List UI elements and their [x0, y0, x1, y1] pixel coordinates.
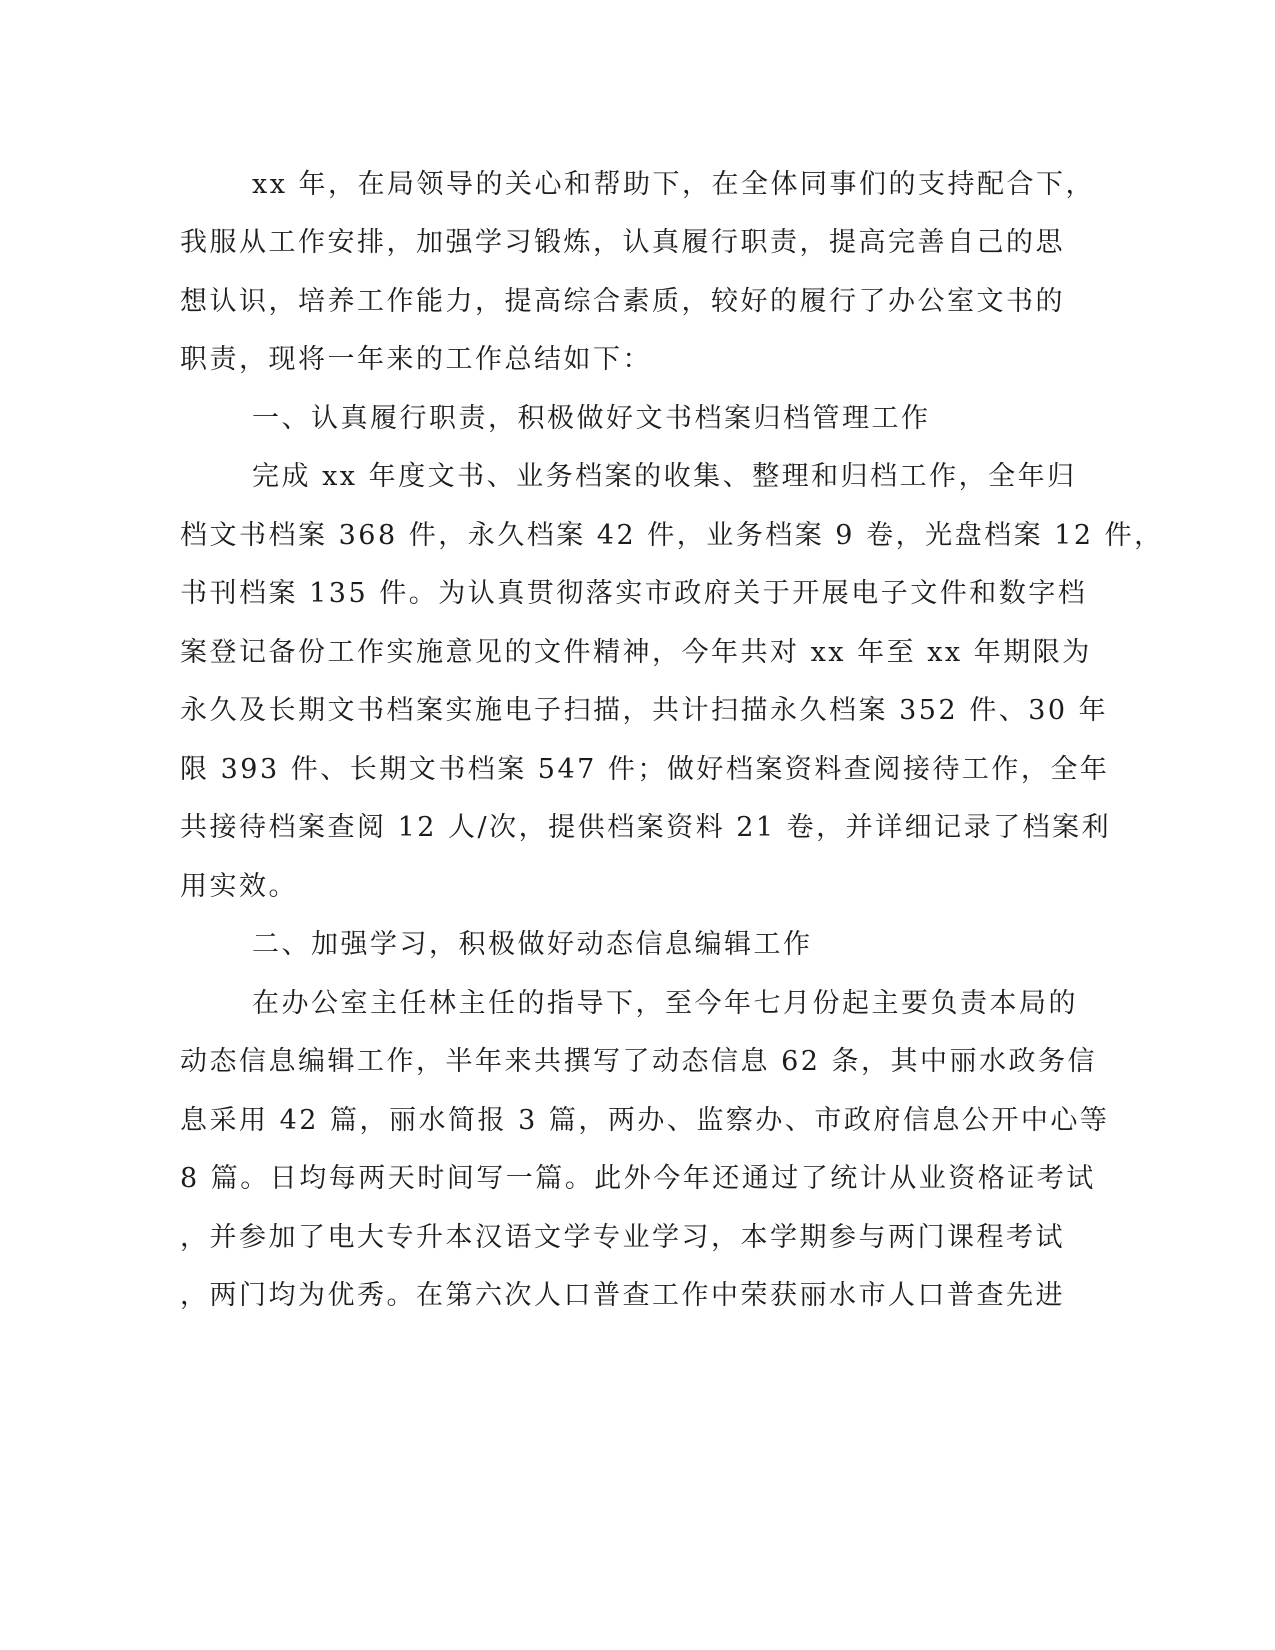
- paragraph-line: 在办公室主任林主任的指导下，至今年七月份起主要负责本局的: [252, 988, 1078, 1019]
- section-heading: 一、认真履行职责，积极做好文书档案归档管理工作: [252, 403, 931, 434]
- paragraph-line: 完成 xx 年度文书、业务档案的收集、整理和归档工作，全年归: [252, 461, 1077, 492]
- paragraph-line: 职责，现将一年来的工作总结如下：: [180, 344, 652, 375]
- section-heading: 二、加强学习，积极做好动态信息编辑工作: [252, 929, 813, 960]
- paragraph-line: xx 年，在局领导的关心和帮助下，在全体同事们的支持配合下，: [252, 169, 1096, 200]
- paragraph-line: 永久及长期文书档案实施电子扫描，共计扫描永久档案 352 件、30 年: [180, 695, 1109, 726]
- paragraph-line: ，两门均为优秀。在第六次人口普查工作中荣获丽水市人口普查先进: [180, 1280, 1065, 1311]
- paragraph-line: ，并参加了电大专升本汉语文学专业学习，本学期参与两门课程考试: [180, 1222, 1065, 1253]
- paragraph-line: 我服从工作安排，加强学习锻炼，认真履行职责，提高完善自己的思: [180, 227, 1065, 258]
- paragraph-line: 案登记备份工作实施意见的文件精神，今年共对 xx 年至 xx 年期限为: [180, 637, 1092, 668]
- paragraph-line: 想认识，培养工作能力，提高综合素质，较好的履行了办公室文书的: [180, 286, 1065, 317]
- paragraph-line: 息采用 42 篇，丽水简报 3 篇，两办、监察办、市政府信息公开中心等: [180, 1105, 1110, 1136]
- paragraph-line: 用实效。: [180, 871, 298, 902]
- paragraph-line: 限 393 件、长期文书档案 547 件；做好档案资料查阅接待工作，全年: [180, 754, 1110, 785]
- paragraph-line: 书刊档案 135 件。为认真贯彻落实市政府关于开展电子文件和数字档: [180, 578, 1088, 609]
- paragraph-line: 档文书档案 368 件，永久档案 42 件，业务档案 9 卷，光盘档案 12 件，: [180, 520, 1164, 551]
- paragraph-line: 动态信息编辑工作，半年来共撰写了动态信息 62 条，其中丽水政务信: [180, 1046, 1098, 1077]
- paragraph-line: 共接待档案查阅 12 人/次，提供档案资料 21 卷，并详细记录了档案利: [180, 812, 1112, 843]
- paragraph-line: 8 篇。日均每两天时间写一篇。此外今年还通过了统计从业资格证考试: [180, 1163, 1096, 1194]
